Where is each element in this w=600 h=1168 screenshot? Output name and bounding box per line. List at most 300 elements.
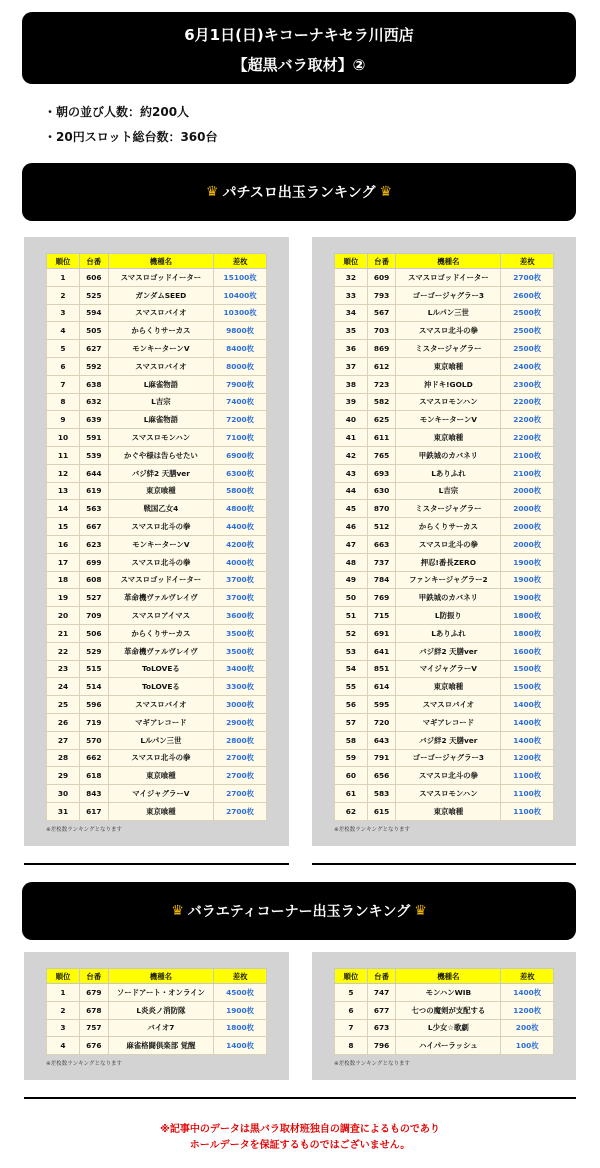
machine-number-cell: 720 xyxy=(367,713,395,731)
rank-cell: 59 xyxy=(335,749,368,767)
diff-cell: 1400枚 xyxy=(214,1037,267,1055)
rank-cell: 15 xyxy=(47,518,80,536)
machine-name-cell: ファンキージャグラー2 xyxy=(396,571,501,589)
rank-cell: 1 xyxy=(47,269,80,287)
diff-cell: 2900枚 xyxy=(214,713,267,731)
header-subtitle: 【超黒バラ取材】② xyxy=(232,56,366,74)
machine-number-cell: 662 xyxy=(80,749,109,767)
ranking-table-right xyxy=(334,253,554,821)
diff-cell: 3700枚 xyxy=(214,571,267,589)
rank-cell: 2 xyxy=(47,1001,80,1019)
col-diff-header: 差枚 xyxy=(214,969,267,984)
machine-number-cell: 769 xyxy=(367,589,395,607)
table-row xyxy=(47,589,267,607)
table-row xyxy=(335,571,554,589)
info-line-total: ・20円スロット総台数：360台 xyxy=(44,130,218,144)
machine-number-cell: 608 xyxy=(80,571,109,589)
table-row xyxy=(47,322,267,340)
table-note: ※差枚数ランキングとなります xyxy=(334,826,411,833)
machine-name-cell: スマスロ北斗の拳 xyxy=(396,767,501,785)
machine-name-cell: モンハンWIB xyxy=(396,984,501,1002)
diff-cell: 1800枚 xyxy=(214,1019,267,1037)
table-row xyxy=(335,553,554,571)
diff-cell: 10400枚 xyxy=(214,286,267,304)
rank-cell: 36 xyxy=(335,340,368,358)
machine-number-cell: 870 xyxy=(367,500,395,518)
machine-number-cell: 515 xyxy=(80,660,109,678)
machine-number-cell: 679 xyxy=(80,984,109,1002)
machine-name-cell: スマスロゴッドイーター xyxy=(108,571,214,589)
table-row xyxy=(335,393,554,411)
rank-cell: 45 xyxy=(335,500,368,518)
rank-cell: 26 xyxy=(47,713,80,731)
col-machine-number-header: 台番 xyxy=(367,254,395,269)
machine-number-cell: 691 xyxy=(367,624,395,642)
rank-cell: 61 xyxy=(335,785,368,803)
col-rank-header: 順位 xyxy=(335,969,368,984)
machine-name-cell: 東京喰種 xyxy=(396,429,501,447)
rank-cell: 37 xyxy=(335,357,368,375)
machine-name-cell: ガンダムSEED xyxy=(108,286,214,304)
diff-cell: 100枚 xyxy=(501,1037,554,1055)
rank-cell: 44 xyxy=(335,482,368,500)
rank-cell: 56 xyxy=(335,696,368,714)
col-diff-header: 差枚 xyxy=(214,254,267,269)
table-row xyxy=(47,802,267,820)
machine-name-cell: 麻雀格闘倶楽部 覚醒 xyxy=(108,1037,214,1055)
machine-number-cell: 765 xyxy=(367,446,395,464)
machine-name-cell: スマスロモンハン xyxy=(108,429,214,447)
rank-cell: 33 xyxy=(335,286,368,304)
machine-name-cell: L吉宗 xyxy=(396,482,501,500)
rank-cell: 53 xyxy=(335,642,368,660)
machine-number-cell: 678 xyxy=(80,1001,109,1019)
table-row xyxy=(335,500,554,518)
page-header xyxy=(22,12,576,84)
machine-name-cell: 戦国乙女4 xyxy=(108,500,214,518)
rank-cell: 31 xyxy=(47,802,80,820)
diff-cell: 2500枚 xyxy=(501,322,554,340)
machine-name-cell: スマスロ北斗の拳 xyxy=(396,535,501,553)
machine-name-cell: スマスロモンハン xyxy=(396,393,501,411)
diff-cell: 2700枚 xyxy=(214,767,267,785)
rank-cell: 21 xyxy=(47,624,80,642)
rank-cell: 19 xyxy=(47,589,80,607)
machine-name-cell: からくりサーカス xyxy=(108,322,214,340)
variety-banner xyxy=(22,882,576,940)
table-row xyxy=(335,1001,554,1019)
machine-name-cell: 押忍!番長ZERO xyxy=(396,553,501,571)
machine-name-cell: Lルパン三世 xyxy=(108,731,214,749)
machine-number-cell: 591 xyxy=(80,429,109,447)
rank-cell: 8 xyxy=(47,393,80,411)
diff-cell: 1200枚 xyxy=(501,749,554,767)
diff-cell: 6900枚 xyxy=(214,446,267,464)
ranking-panel-left xyxy=(24,237,289,846)
machine-name-cell: 七つの魔剣が支配する xyxy=(396,1001,501,1019)
machine-name-cell: ゴーゴージャグラー3 xyxy=(396,286,501,304)
machine-number-cell: 639 xyxy=(80,411,109,429)
table-row xyxy=(47,357,267,375)
machine-name-cell: 甲鉄城のカバネリ xyxy=(396,589,501,607)
machine-number-cell: 611 xyxy=(367,429,395,447)
table-row xyxy=(47,429,267,447)
machine-name-cell: L麻雀物語 xyxy=(108,411,214,429)
table-row xyxy=(47,518,267,536)
machine-number-cell: 529 xyxy=(80,642,109,660)
machine-number-cell: 619 xyxy=(80,482,109,500)
machine-number-cell: 525 xyxy=(80,286,109,304)
machine-number-cell: 512 xyxy=(367,518,395,536)
machine-name-cell: かぐや様は告らせたい xyxy=(108,446,214,464)
diff-cell: 2000枚 xyxy=(501,535,554,553)
machine-number-cell: 582 xyxy=(367,393,395,411)
divider-left xyxy=(24,863,289,865)
machine-name-cell: スマスロバイオ xyxy=(108,357,214,375)
diff-cell: 1500枚 xyxy=(501,678,554,696)
rank-cell: 1 xyxy=(47,984,80,1002)
diff-cell: 3700枚 xyxy=(214,589,267,607)
machine-name-cell: スマスロ北斗の拳 xyxy=(108,749,214,767)
diff-cell: 2700枚 xyxy=(501,269,554,287)
machine-number-cell: 747 xyxy=(367,984,395,1002)
machine-name-cell: 東京喰種 xyxy=(396,678,501,696)
rank-cell: 55 xyxy=(335,678,368,696)
machine-name-cell: L炎炎ノ消防隊 xyxy=(108,1001,214,1019)
machine-name-cell: マイジャグラーV xyxy=(108,785,214,803)
rank-cell: 47 xyxy=(335,535,368,553)
col-diff-header: 差枚 xyxy=(501,254,554,269)
col-machine-name-header: 機種名 xyxy=(108,254,214,269)
divider-bottom xyxy=(24,1097,576,1099)
diff-cell: 1900枚 xyxy=(501,553,554,571)
rank-cell: 20 xyxy=(47,607,80,625)
rank-cell: 17 xyxy=(47,553,80,571)
machine-number-cell: 719 xyxy=(80,713,109,731)
machine-number-cell: 791 xyxy=(367,749,395,767)
ranking-banner xyxy=(22,163,576,221)
table-row xyxy=(47,713,267,731)
diff-cell: 1100枚 xyxy=(501,785,554,803)
machine-number-cell: 715 xyxy=(367,607,395,625)
table-row xyxy=(335,482,554,500)
machine-name-cell: ハイパーラッシュ xyxy=(396,1037,501,1055)
table-row xyxy=(47,607,267,625)
table-row xyxy=(47,749,267,767)
rank-cell: 25 xyxy=(47,696,80,714)
rank-cell: 3 xyxy=(47,1019,80,1037)
col-machine-name-header: 機種名 xyxy=(396,254,501,269)
machine-name-cell: ゴーゴージャグラー3 xyxy=(396,749,501,767)
table-row xyxy=(47,984,267,1002)
col-machine-number-header: 台番 xyxy=(367,969,395,984)
info-line-crowd: ・朝の並び人数：約200人 xyxy=(44,105,190,119)
rank-cell: 23 xyxy=(47,660,80,678)
col-rank-header: 順位 xyxy=(47,969,80,984)
rank-cell: 4 xyxy=(47,1037,80,1055)
table-row xyxy=(335,589,554,607)
rank-cell: 11 xyxy=(47,446,80,464)
rank-cell: 16 xyxy=(47,535,80,553)
machine-number-cell: 723 xyxy=(367,375,395,393)
machine-number-cell: 617 xyxy=(80,802,109,820)
diff-cell: 5800枚 xyxy=(214,482,267,500)
machine-name-cell: 東京喰種 xyxy=(108,802,214,820)
diff-cell: 2500枚 xyxy=(501,340,554,358)
diff-cell: 2300枚 xyxy=(501,375,554,393)
rank-cell: 8 xyxy=(335,1037,368,1055)
col-machine-number-header: 台番 xyxy=(80,969,109,984)
machine-name-cell: モンキーターンV xyxy=(108,340,214,358)
table-row xyxy=(47,731,267,749)
diff-cell: 2800枚 xyxy=(214,731,267,749)
machine-number-cell: 784 xyxy=(367,571,395,589)
table-note: ※差枚数ランキングとなります xyxy=(46,826,123,833)
diff-cell: 1400枚 xyxy=(501,731,554,749)
machine-number-cell: 699 xyxy=(80,553,109,571)
diff-cell: 1900枚 xyxy=(214,1001,267,1019)
diff-cell: 3300枚 xyxy=(214,678,267,696)
machine-number-cell: 618 xyxy=(80,767,109,785)
diff-cell: 7900枚 xyxy=(214,375,267,393)
table-row xyxy=(47,1037,267,1055)
table-row xyxy=(47,571,267,589)
rank-cell: 30 xyxy=(47,785,80,803)
diff-cell: 3000枚 xyxy=(214,696,267,714)
diff-cell: 2200枚 xyxy=(501,393,554,411)
machine-name-cell: 革命機ヴァルヴレイヴ xyxy=(108,642,214,660)
rank-cell: 54 xyxy=(335,660,368,678)
rank-cell: 38 xyxy=(335,375,368,393)
rank-cell: 28 xyxy=(47,749,80,767)
machine-name-cell: スマスロバイオ xyxy=(108,304,214,322)
table-note: ※差枚数ランキングとなります xyxy=(334,1061,411,1068)
rank-cell: 10 xyxy=(47,429,80,447)
variety-panel-left xyxy=(24,952,289,1080)
diff-cell: 4500枚 xyxy=(214,984,267,1002)
table-row xyxy=(335,678,554,696)
table-row xyxy=(47,1019,267,1037)
rank-cell: 14 xyxy=(47,500,80,518)
diff-cell: 10300枚 xyxy=(214,304,267,322)
rank-cell: 4 xyxy=(47,322,80,340)
machine-name-cell: バジ絆2 天膳ver xyxy=(396,642,501,660)
table-row xyxy=(47,553,267,571)
table-row xyxy=(335,357,554,375)
machine-number-cell: 623 xyxy=(80,535,109,553)
machine-name-cell: Lルパン三世 xyxy=(396,304,501,322)
table-row xyxy=(47,696,267,714)
diff-cell: 1500枚 xyxy=(501,660,554,678)
table-row xyxy=(47,660,267,678)
table-row xyxy=(47,446,267,464)
machine-name-cell: ToLOVEる xyxy=(108,660,214,678)
diff-cell: 3500枚 xyxy=(214,624,267,642)
diff-cell: 8000枚 xyxy=(214,357,267,375)
machine-number-cell: 793 xyxy=(367,286,395,304)
header-title: 6月1日(日)キコーナキセラ川西店 xyxy=(184,26,414,44)
machine-name-cell: L吉宗 xyxy=(108,393,214,411)
machine-name-cell: スマスロバイオ xyxy=(396,696,501,714)
machine-name-cell: ミスタージャグラー xyxy=(396,500,501,518)
diff-cell: 1800枚 xyxy=(501,624,554,642)
table-row xyxy=(47,340,267,358)
col-machine-name-header: 機種名 xyxy=(396,969,501,984)
machine-number-cell: 539 xyxy=(80,446,109,464)
rank-cell: 27 xyxy=(47,731,80,749)
table-header-row xyxy=(335,254,554,269)
machine-number-cell: 703 xyxy=(367,322,395,340)
machine-name-cell: からくりサーカス xyxy=(396,518,501,536)
diff-cell: 4400枚 xyxy=(214,518,267,536)
machine-number-cell: 673 xyxy=(367,1019,395,1037)
machine-name-cell: スマスロ北斗の拳 xyxy=(108,553,214,571)
diff-cell: 3400枚 xyxy=(214,660,267,678)
machine-number-cell: 505 xyxy=(80,322,109,340)
crown-icon: ♛ xyxy=(379,184,393,200)
machine-number-cell: 583 xyxy=(367,785,395,803)
machine-number-cell: 570 xyxy=(80,731,109,749)
table-row xyxy=(47,375,267,393)
diff-cell: 2200枚 xyxy=(501,429,554,447)
machine-number-cell: 643 xyxy=(367,731,395,749)
rank-cell: 48 xyxy=(335,553,368,571)
machine-name-cell: スマスロゴッドイーター xyxy=(108,269,214,287)
machine-number-cell: 592 xyxy=(80,357,109,375)
machine-number-cell: 606 xyxy=(80,269,109,287)
rank-cell: 5 xyxy=(335,984,368,1002)
diff-cell: 6300枚 xyxy=(214,464,267,482)
rank-cell: 62 xyxy=(335,802,368,820)
table-row xyxy=(335,535,554,553)
rank-cell: 18 xyxy=(47,571,80,589)
col-rank-header: 順位 xyxy=(47,254,80,269)
diff-cell: 1400枚 xyxy=(501,984,554,1002)
table-row xyxy=(335,785,554,803)
diff-cell: 200枚 xyxy=(501,1019,554,1037)
diff-cell: 2500枚 xyxy=(501,304,554,322)
diff-cell: 1400枚 xyxy=(501,713,554,731)
table-row xyxy=(335,340,554,358)
rank-cell: 50 xyxy=(335,589,368,607)
machine-name-cell: スマスロ北斗の拳 xyxy=(396,322,501,340)
machine-name-cell: バジ絆2 天膳ver xyxy=(396,731,501,749)
rank-cell: 24 xyxy=(47,678,80,696)
machine-number-cell: 609 xyxy=(367,269,395,287)
disclaimer xyxy=(0,1122,600,1154)
ranking-panel-right xyxy=(312,237,576,846)
table-row xyxy=(335,984,554,1002)
rank-cell: 43 xyxy=(335,464,368,482)
diff-cell: 2600枚 xyxy=(501,286,554,304)
machine-number-cell: 851 xyxy=(367,660,395,678)
table-row xyxy=(47,393,267,411)
crown-icon: ♛ xyxy=(171,903,184,919)
machine-name-cell: バジ絆2 天膳ver xyxy=(108,464,214,482)
diff-cell: 1100枚 xyxy=(501,767,554,785)
ranking-table-left xyxy=(46,253,267,821)
machine-number-cell: 615 xyxy=(367,802,395,820)
diff-cell: 2700枚 xyxy=(214,749,267,767)
rank-cell: 34 xyxy=(335,304,368,322)
rank-cell: 42 xyxy=(335,446,368,464)
machine-name-cell: 東京喰種 xyxy=(108,767,214,785)
machine-number-cell: 595 xyxy=(367,696,395,714)
rank-cell: 3 xyxy=(47,304,80,322)
machine-name-cell: 革命機ヴァルヴレイヴ xyxy=(108,589,214,607)
machine-name-cell: Lありふれ xyxy=(396,464,501,482)
machine-number-cell: 630 xyxy=(367,482,395,500)
info-list xyxy=(44,100,218,150)
variety-table-left xyxy=(46,968,267,1055)
table-row xyxy=(47,304,267,322)
machine-number-cell: 869 xyxy=(367,340,395,358)
machine-number-cell: 612 xyxy=(367,357,395,375)
machine-number-cell: 625 xyxy=(367,411,395,429)
diff-cell: 1900枚 xyxy=(501,571,554,589)
diff-cell: 1600枚 xyxy=(501,642,554,660)
machine-name-cell: モンキーターンV xyxy=(108,535,214,553)
machine-number-cell: 567 xyxy=(367,304,395,322)
machine-name-cell: 東京喰種 xyxy=(396,802,501,820)
diff-cell: 3600枚 xyxy=(214,607,267,625)
rank-cell: 39 xyxy=(335,393,368,411)
rank-cell: 12 xyxy=(47,464,80,482)
machine-number-cell: 638 xyxy=(80,375,109,393)
table-header-row xyxy=(47,254,267,269)
machine-number-cell: 596 xyxy=(80,696,109,714)
machine-name-cell: モンキーターンV xyxy=(396,411,501,429)
table-row xyxy=(335,696,554,714)
rank-cell: 60 xyxy=(335,767,368,785)
rank-cell: 35 xyxy=(335,322,368,340)
col-diff-header: 差枚 xyxy=(501,969,554,984)
disclaimer-line: ホールデータを保証するものではございません。 xyxy=(189,1140,411,1151)
machine-number-cell: 693 xyxy=(367,464,395,482)
machine-name-cell: ミスタージャグラー xyxy=(396,340,501,358)
crown-icon: ♛ xyxy=(414,903,427,919)
ranking-title: パチスロ出玉ランキング xyxy=(222,185,376,201)
variety-title: バラエティコーナー出玉ランキング xyxy=(187,904,411,920)
machine-name-cell: 甲鉄城のカバネリ xyxy=(396,446,501,464)
machine-number-cell: 644 xyxy=(80,464,109,482)
diff-cell: 2400枚 xyxy=(501,357,554,375)
table-header-row xyxy=(47,969,267,984)
table-row xyxy=(335,767,554,785)
rank-cell: 13 xyxy=(47,482,80,500)
table-row xyxy=(335,713,554,731)
table-row xyxy=(335,749,554,767)
table-row xyxy=(47,464,267,482)
rank-cell: 32 xyxy=(335,269,368,287)
diff-cell: 1900枚 xyxy=(501,589,554,607)
table-row xyxy=(335,660,554,678)
table-row xyxy=(335,304,554,322)
machine-name-cell: ToLOVEる xyxy=(108,678,214,696)
table-row xyxy=(335,802,554,820)
machine-number-cell: 709 xyxy=(80,607,109,625)
rank-cell: 40 xyxy=(335,411,368,429)
machine-name-cell: スマスロバイオ xyxy=(108,696,214,714)
diff-cell: 15100枚 xyxy=(214,269,267,287)
table-header-row xyxy=(335,969,554,984)
machine-name-cell: マギアレコード xyxy=(108,713,214,731)
col-machine-number-header: 台番 xyxy=(80,254,109,269)
diff-cell: 2700枚 xyxy=(214,785,267,803)
machine-name-cell: L防振り xyxy=(396,607,501,625)
diff-cell: 7200枚 xyxy=(214,411,267,429)
diff-cell: 2100枚 xyxy=(501,464,554,482)
